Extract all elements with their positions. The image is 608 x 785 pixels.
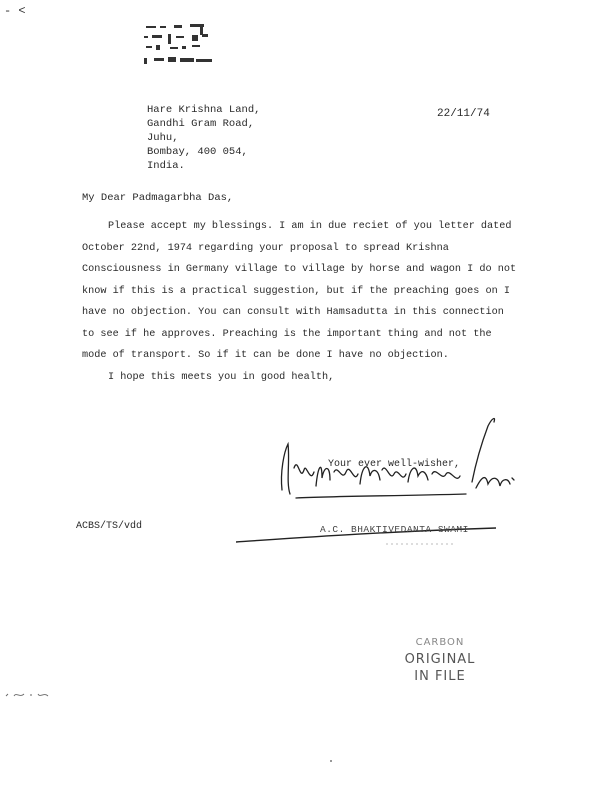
signatory-name: A.C. BHAKTIVEDANTA SWAMI (320, 524, 469, 535)
sender-address (147, 103, 260, 173)
closing-line: I hope this meets you in good health, (108, 371, 335, 383)
corner-mark: - < (4, 4, 26, 18)
file-stamp (400, 634, 480, 685)
address-line: Juhu, (147, 132, 179, 144)
body-paragraph: Please accept my blessings. I am in due reciet of you letter dated October 22nd, 1974 regarding your proposal to spread Krishna Consciousness in Germany village to village by horse and wagon I do not know if this is a practical suggestion, but if the preaching goes on I have no objection. You can consult with Hamsadutta in this connection to see if he approves. Preaching is the important thing and not the mode of transport. So if it can be done I have no objection. (82, 221, 517, 361)
paper-speck (330, 760, 332, 762)
stamp-line: ORIGINAL (404, 652, 476, 667)
address-line: India. (147, 160, 185, 172)
letter-body (82, 216, 522, 388)
address-line: Bombay, 400 054, (147, 146, 248, 158)
valediction: Your ever well-wisher, (328, 459, 461, 470)
letter-date: 22/11/74 (437, 108, 490, 120)
salutation: My Dear Padmagarbha Das, (82, 192, 234, 204)
stamp-line: IN FILE (414, 669, 466, 684)
address-line: Hare Krishna Land, (147, 104, 261, 116)
reference-initials: ACBS/TS/vdd (76, 521, 143, 532)
address-line: Gandhi Gram Road, (147, 118, 255, 130)
margin-scribble (4, 688, 54, 702)
stamp-line: CARBON (415, 637, 465, 648)
letterhead-emblem-icon (140, 22, 218, 68)
